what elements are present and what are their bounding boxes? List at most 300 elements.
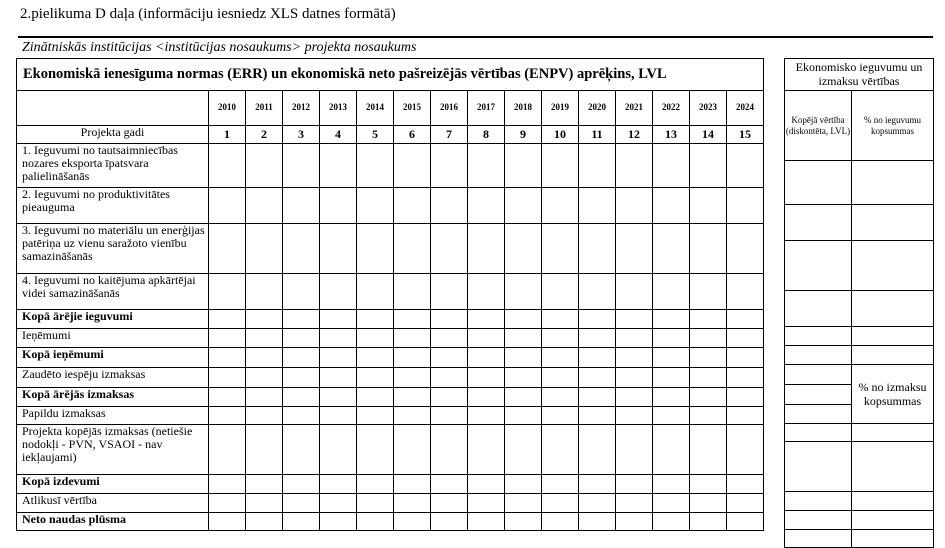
project-year-number: 3	[283, 126, 320, 144]
data-cell[interactable]	[505, 188, 542, 224]
side-note-cell: % no izmaksu kopsummas	[852, 365, 934, 424]
data-cell[interactable]	[320, 368, 357, 388]
data-cell[interactable]	[209, 513, 246, 531]
data-cell[interactable]	[246, 513, 283, 531]
side-data-cell[interactable]	[785, 530, 852, 548]
data-cell[interactable]	[542, 274, 579, 310]
data-cell[interactable]	[209, 425, 246, 475]
row-label: Neto naudas plūsma	[17, 513, 209, 531]
side-row	[785, 241, 934, 291]
data-cell[interactable]	[690, 513, 727, 531]
row-label: Kopā ārējās izmaksas	[17, 388, 209, 407]
data-cell[interactable]	[468, 475, 505, 494]
data-cell[interactable]	[579, 348, 616, 368]
data-cell[interactable]	[505, 348, 542, 368]
data-cell[interactable]	[579, 224, 616, 274]
data-cell[interactable]	[542, 475, 579, 494]
data-cell[interactable]	[653, 144, 690, 188]
data-cell[interactable]	[579, 310, 616, 329]
data-cell[interactable]	[209, 274, 246, 310]
data-cell[interactable]	[431, 494, 468, 513]
project-year-number: 4	[320, 126, 357, 144]
year-header: 2020	[579, 91, 616, 126]
data-cell[interactable]	[246, 348, 283, 368]
data-cell[interactable]	[616, 388, 653, 407]
data-cell[interactable]	[209, 348, 246, 368]
data-cell[interactable]	[357, 348, 394, 368]
data-cell[interactable]	[653, 475, 690, 494]
side-data-cell[interactable]	[785, 405, 852, 424]
data-cell[interactable]	[283, 310, 320, 329]
table-row	[17, 348, 764, 368]
data-cell[interactable]	[357, 310, 394, 329]
table-row	[17, 310, 764, 329]
data-cell[interactable]	[616, 407, 653, 425]
data-cell[interactable]	[727, 388, 764, 407]
data-cell[interactable]	[690, 329, 727, 348]
year-header: 2012	[283, 91, 320, 126]
side-data-cell[interactable]	[785, 346, 852, 365]
data-cell[interactable]	[579, 329, 616, 348]
data-cell[interactable]	[283, 274, 320, 310]
data-cell[interactable]	[209, 310, 246, 329]
data-cell[interactable]	[468, 310, 505, 329]
side-data-cell[interactable]	[852, 424, 934, 442]
data-cell[interactable]	[468, 368, 505, 388]
year-header: 2019	[542, 91, 579, 126]
side-data-cell[interactable]	[852, 492, 934, 511]
data-cell[interactable]	[431, 425, 468, 475]
row-label: Kopā izdevumi	[17, 475, 209, 494]
data-cell[interactable]	[394, 274, 431, 310]
data-cell[interactable]	[209, 329, 246, 348]
row-label: 3. Ieguvumi no materiālu un enerģijas patēriņa uz vienu saražoto vienību samazināšanās	[17, 224, 209, 274]
data-cell[interactable]	[653, 513, 690, 531]
data-cell[interactable]	[283, 144, 320, 188]
data-cell[interactable]	[283, 329, 320, 348]
data-cell[interactable]	[468, 144, 505, 188]
data-cell[interactable]	[727, 188, 764, 224]
side-data-cell[interactable]	[785, 385, 852, 405]
data-cell[interactable]	[468, 329, 505, 348]
data-cell[interactable]	[727, 144, 764, 188]
data-cell[interactable]	[209, 224, 246, 274]
data-cell[interactable]	[616, 368, 653, 388]
data-cell[interactable]	[283, 407, 320, 425]
data-cell[interactable]	[616, 310, 653, 329]
side-data-cell[interactable]	[785, 492, 852, 511]
side-data-cell[interactable]	[785, 327, 852, 346]
data-cell[interactable]	[209, 475, 246, 494]
data-cell[interactable]	[357, 274, 394, 310]
data-cell[interactable]	[653, 425, 690, 475]
data-cell[interactable]	[727, 368, 764, 388]
data-cell[interactable]	[246, 188, 283, 224]
side-col-percent-header: % no ieguvumu kopsummas	[852, 91, 934, 161]
data-cell[interactable]	[690, 425, 727, 475]
project-years-label: Projekta gadi	[17, 126, 209, 144]
data-cell[interactable]	[357, 513, 394, 531]
data-cell[interactable]	[653, 348, 690, 368]
data-cell[interactable]	[283, 224, 320, 274]
data-cell[interactable]	[616, 425, 653, 475]
data-cell[interactable]	[320, 513, 357, 531]
data-cell[interactable]	[727, 329, 764, 348]
side-row	[785, 205, 934, 241]
data-cell[interactable]	[357, 475, 394, 494]
data-cell[interactable]	[579, 388, 616, 407]
side-data-cell[interactable]	[785, 291, 852, 327]
data-cell[interactable]	[394, 494, 431, 513]
table-row	[17, 329, 764, 348]
table-row	[17, 188, 764, 224]
data-cell[interactable]	[653, 407, 690, 425]
data-cell[interactable]	[320, 188, 357, 224]
data-cell[interactable]	[283, 494, 320, 513]
data-cell[interactable]	[690, 348, 727, 368]
data-cell[interactable]	[727, 425, 764, 475]
data-cell[interactable]	[357, 388, 394, 407]
data-cell[interactable]	[616, 513, 653, 531]
project-year-number: 5	[357, 126, 394, 144]
data-cell[interactable]	[431, 274, 468, 310]
data-cell[interactable]	[579, 425, 616, 475]
data-cell[interactable]	[653, 188, 690, 224]
data-cell[interactable]	[431, 475, 468, 494]
side-data-cell[interactable]	[785, 161, 852, 205]
data-cell[interactable]	[320, 388, 357, 407]
data-cell[interactable]	[320, 224, 357, 274]
data-cell[interactable]	[431, 188, 468, 224]
data-cell[interactable]	[579, 188, 616, 224]
data-cell[interactable]	[246, 425, 283, 475]
data-cell[interactable]	[579, 368, 616, 388]
year-header: 2010	[209, 91, 246, 126]
data-cell[interactable]	[394, 188, 431, 224]
row-label: Zaudēto iespēju izmaksas	[17, 368, 209, 388]
data-cell[interactable]	[505, 513, 542, 531]
data-cell[interactable]	[431, 310, 468, 329]
data-cell[interactable]	[357, 407, 394, 425]
data-cell[interactable]	[394, 144, 431, 188]
table-row	[17, 513, 764, 531]
project-year-number: 14	[690, 126, 727, 144]
data-cell[interactable]	[246, 475, 283, 494]
data-cell[interactable]	[690, 388, 727, 407]
side-title: Ekonomisko ieguvumu un izmaksu vērtības	[785, 59, 934, 91]
year-header: 2021	[616, 91, 653, 126]
title-row	[17, 59, 764, 91]
side-row	[785, 511, 934, 530]
data-cell[interactable]	[320, 425, 357, 475]
side-col-total-header: Kopējā vērtība (diskontēta, LVL)	[785, 91, 852, 161]
row-label: Kopā ieņēmumi	[17, 348, 209, 368]
data-cell[interactable]	[209, 494, 246, 513]
data-cell[interactable]	[209, 144, 246, 188]
table-row	[17, 407, 764, 425]
data-cell[interactable]	[542, 224, 579, 274]
side-data-cell[interactable]	[852, 241, 934, 291]
data-cell[interactable]	[690, 274, 727, 310]
side-row	[785, 161, 934, 205]
project-year-number: 7	[431, 126, 468, 144]
data-cell[interactable]	[320, 144, 357, 188]
data-cell[interactable]	[209, 388, 246, 407]
data-cell[interactable]	[357, 144, 394, 188]
data-cell[interactable]	[505, 274, 542, 310]
year-header: 2022	[653, 91, 690, 126]
data-cell[interactable]	[246, 494, 283, 513]
side-data-cell[interactable]	[852, 205, 934, 241]
side-data-cell[interactable]	[785, 205, 852, 241]
data-cell[interactable]	[542, 513, 579, 531]
data-cell[interactable]	[727, 494, 764, 513]
data-cell[interactable]	[357, 329, 394, 348]
side-data-cell[interactable]	[852, 442, 934, 492]
data-cell[interactable]	[246, 144, 283, 188]
data-cell[interactable]	[653, 388, 690, 407]
data-cell[interactable]	[542, 144, 579, 188]
data-cell[interactable]	[616, 475, 653, 494]
data-cell[interactable]	[431, 329, 468, 348]
data-cell[interactable]	[727, 348, 764, 368]
data-cell[interactable]	[431, 388, 468, 407]
data-cell[interactable]	[542, 348, 579, 368]
side-data-cell[interactable]	[852, 530, 934, 548]
data-cell[interactable]	[468, 388, 505, 407]
data-cell[interactable]	[542, 388, 579, 407]
data-cell[interactable]	[616, 329, 653, 348]
data-cell[interactable]	[246, 407, 283, 425]
data-cell[interactable]	[690, 368, 727, 388]
data-cell[interactable]	[468, 494, 505, 513]
data-cell[interactable]	[727, 407, 764, 425]
side-subheader-row	[785, 91, 934, 143]
data-cell[interactable]	[246, 329, 283, 348]
side-row	[785, 424, 934, 442]
project-year-number: 11	[579, 126, 616, 144]
side-summary-table	[784, 58, 934, 548]
data-cell[interactable]	[431, 513, 468, 531]
data-cell[interactable]	[431, 407, 468, 425]
table-row	[17, 144, 764, 188]
data-cell[interactable]	[394, 407, 431, 425]
project-year-number: 8	[468, 126, 505, 144]
data-cell[interactable]	[579, 494, 616, 513]
data-cell[interactable]	[690, 224, 727, 274]
data-cell[interactable]	[246, 368, 283, 388]
data-cell[interactable]	[579, 513, 616, 531]
years-corner-cell	[17, 91, 209, 126]
side-data-cell[interactable]	[852, 327, 934, 346]
data-cell[interactable]	[542, 407, 579, 425]
table-row	[17, 494, 764, 513]
data-cell[interactable]	[505, 407, 542, 425]
data-cell[interactable]	[283, 348, 320, 368]
data-cell[interactable]	[542, 329, 579, 348]
side-data-cell[interactable]	[852, 161, 934, 205]
data-cell[interactable]	[357, 368, 394, 388]
side-row	[785, 291, 934, 327]
data-cell[interactable]	[431, 368, 468, 388]
data-cell[interactable]	[616, 224, 653, 274]
data-cell[interactable]	[394, 310, 431, 329]
data-cell[interactable]	[579, 274, 616, 310]
table-row	[17, 425, 764, 475]
data-cell[interactable]	[505, 329, 542, 348]
data-cell[interactable]	[209, 407, 246, 425]
data-cell[interactable]	[505, 310, 542, 329]
data-cell[interactable]	[542, 188, 579, 224]
data-cell[interactable]	[579, 407, 616, 425]
data-cell[interactable]	[468, 348, 505, 368]
data-cell[interactable]	[653, 368, 690, 388]
side-data-cell[interactable]	[785, 365, 852, 385]
data-cell[interactable]	[394, 513, 431, 531]
data-cell[interactable]	[394, 329, 431, 348]
data-cell[interactable]	[357, 425, 394, 475]
data-cell[interactable]	[394, 388, 431, 407]
table-row	[17, 388, 764, 407]
data-cell[interactable]	[542, 425, 579, 475]
data-cell[interactable]	[431, 144, 468, 188]
data-cell[interactable]	[690, 310, 727, 329]
data-cell[interactable]	[653, 274, 690, 310]
year-header: 2017	[468, 91, 505, 126]
data-cell[interactable]	[283, 425, 320, 475]
year-header: 2014	[357, 91, 394, 126]
data-cell[interactable]	[468, 224, 505, 274]
side-data-cell[interactable]	[852, 511, 934, 530]
data-cell[interactable]	[320, 310, 357, 329]
data-cell[interactable]	[505, 144, 542, 188]
data-cell[interactable]	[690, 494, 727, 513]
data-cell[interactable]	[505, 388, 542, 407]
side-data-cell[interactable]	[852, 346, 934, 365]
data-cell[interactable]	[542, 310, 579, 329]
data-cell[interactable]	[283, 368, 320, 388]
year-header: 2018	[505, 91, 542, 126]
data-cell[interactable]	[246, 274, 283, 310]
project-year-number: 15	[727, 126, 764, 144]
data-cell[interactable]	[246, 310, 283, 329]
side-data-cell[interactable]	[785, 511, 852, 530]
year-header: 2013	[320, 91, 357, 126]
data-cell[interactable]	[690, 188, 727, 224]
table-row	[17, 224, 764, 274]
data-cell[interactable]	[505, 368, 542, 388]
data-cell[interactable]	[357, 188, 394, 224]
data-cell[interactable]	[320, 348, 357, 368]
data-cell[interactable]	[468, 274, 505, 310]
data-cell[interactable]	[727, 274, 764, 310]
data-cell[interactable]	[246, 224, 283, 274]
data-cell[interactable]	[468, 513, 505, 531]
data-cell[interactable]	[468, 188, 505, 224]
data-cell[interactable]	[505, 475, 542, 494]
data-cell[interactable]	[320, 475, 357, 494]
data-cell[interactable]	[394, 348, 431, 368]
data-cell[interactable]	[394, 475, 431, 494]
side-data-cell[interactable]	[785, 241, 852, 291]
side-row	[785, 442, 934, 492]
data-cell[interactable]	[283, 475, 320, 494]
project-subtitle: Zinātniskās institūcijas <institūcijas nosaukums> projekta nosaukums	[22, 40, 417, 55]
page-heading: 2.pielikuma D daļa (informāciju iesniedz XLS datnes formātā)	[20, 6, 396, 22]
data-cell[interactable]	[727, 513, 764, 531]
year-header: 2016	[431, 91, 468, 126]
data-cell[interactable]	[394, 368, 431, 388]
data-cell[interactable]	[616, 144, 653, 188]
data-cell[interactable]	[690, 144, 727, 188]
row-label: Projekta kopējās izmaksas (netiešie nodokļi - PVN, VSAOI - nav iekļaujami)	[17, 425, 209, 475]
data-cell[interactable]	[431, 348, 468, 368]
data-cell[interactable]	[468, 407, 505, 425]
year-header: 2015	[394, 91, 431, 126]
divider-line	[18, 36, 933, 38]
data-cell[interactable]	[505, 224, 542, 274]
data-cell[interactable]	[616, 188, 653, 224]
data-cell[interactable]	[357, 224, 394, 274]
data-cell[interactable]	[579, 475, 616, 494]
data-cell[interactable]	[468, 425, 505, 475]
data-cell[interactable]	[431, 224, 468, 274]
project-year-number: 2	[246, 126, 283, 144]
data-cell[interactable]	[505, 494, 542, 513]
data-cell[interactable]	[690, 407, 727, 425]
data-cell[interactable]	[209, 368, 246, 388]
data-cell[interactable]	[653, 224, 690, 274]
data-cell[interactable]	[320, 407, 357, 425]
side-row	[785, 365, 934, 385]
data-cell[interactable]	[690, 475, 727, 494]
err-enpv-table	[16, 58, 764, 531]
data-cell[interactable]	[727, 224, 764, 274]
data-cell[interactable]	[320, 494, 357, 513]
data-cell[interactable]	[579, 144, 616, 188]
data-cell[interactable]	[246, 388, 283, 407]
data-cell[interactable]	[357, 494, 394, 513]
data-cell[interactable]	[320, 274, 357, 310]
data-cell[interactable]	[542, 494, 579, 513]
data-cell[interactable]	[283, 188, 320, 224]
data-cell[interactable]	[283, 388, 320, 407]
table-row	[17, 475, 764, 494]
data-cell[interactable]	[542, 368, 579, 388]
data-cell[interactable]	[209, 188, 246, 224]
side-data-cell[interactable]	[785, 424, 852, 442]
data-cell[interactable]	[394, 425, 431, 475]
year-header: 2023	[690, 91, 727, 126]
data-cell[interactable]	[653, 329, 690, 348]
years-row	[17, 91, 764, 126]
data-cell[interactable]	[320, 329, 357, 348]
data-cell[interactable]	[283, 513, 320, 531]
project-year-number: 13	[653, 126, 690, 144]
side-row	[785, 492, 934, 511]
side-data-cell[interactable]	[785, 442, 852, 492]
data-cell[interactable]	[653, 494, 690, 513]
side-data-cell[interactable]	[852, 291, 934, 327]
data-cell[interactable]	[616, 348, 653, 368]
data-cell[interactable]	[616, 494, 653, 513]
data-cell[interactable]	[616, 274, 653, 310]
data-cell[interactable]	[653, 310, 690, 329]
data-cell[interactable]	[727, 475, 764, 494]
data-cell[interactable]	[394, 224, 431, 274]
data-cell[interactable]	[505, 425, 542, 475]
data-cell[interactable]	[727, 310, 764, 329]
